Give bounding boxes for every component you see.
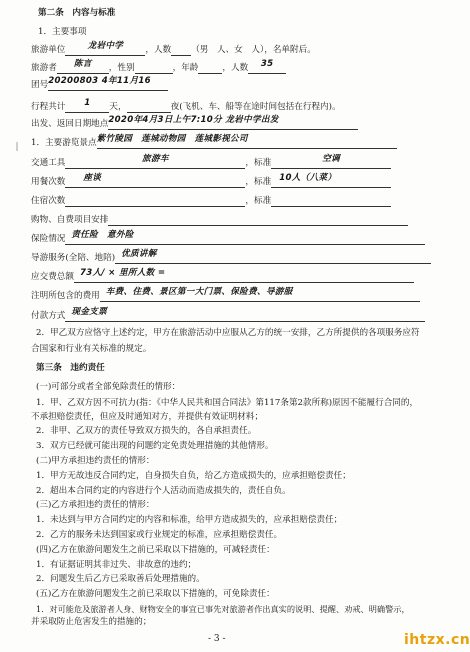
nights-field[interactable] (127, 101, 171, 113)
row-traveler (31, 59, 286, 74)
fee-note-field[interactable]: 车费、住费、景区第一大门票、保险费、导游服 (100, 290, 420, 302)
sex-field[interactable] (135, 62, 173, 74)
clause-a-1-cont: 不承担赔偿责任，但应及时通知对方，并提供有效证明材料； (31, 411, 264, 422)
section-heading-3: 第三条 违约责任 (36, 363, 105, 373)
clause-e-1-cont: 并采取防止危害发生的措施的； (31, 617, 152, 627)
fee-field[interactable]: 73人/ × 里所人数 = (74, 271, 414, 283)
row-days (31, 98, 341, 113)
people-label: ，人数 (222, 63, 249, 73)
traveler-field[interactable]: 陈言 (57, 62, 109, 74)
insurance-label: 保险情况 (31, 234, 66, 244)
clause-c: (三)乙方承担违约责任的情形： (36, 500, 155, 511)
unit-field[interactable]: 龙岩中学 (65, 44, 145, 56)
page-number: - 3 - (208, 634, 226, 644)
gender-label: （男 人、女 人），名单附后。 (191, 45, 316, 55)
unit-label: 旅游单位 (31, 45, 66, 55)
para-2: 2．甲乙双方应恪守上述约定，甲方在旅游活动中应服从乙方的统一安排，乙方所提供的各项服务应符 (36, 328, 420, 338)
row-stay (31, 195, 391, 207)
transport-field[interactable]: 旅游车 (65, 157, 245, 169)
row-sights (31, 134, 397, 149)
clause-a-2: 2．非甲、乙双方的责任导致双方损失的，各自承担责任。 (36, 426, 257, 437)
clause-d: (四)乙方在旅游问题发生之前已采取以下措施的，可减轻责任： (36, 544, 275, 555)
age-label: ，年龄 (172, 63, 199, 73)
clause-c-2: 2．乙方的服务未达到国家或行业规定的标准，应承担赔偿责任。 (36, 530, 283, 540)
transport-std-label: ，标准 (245, 158, 272, 168)
departure-label: 出发、返回日期地点 (31, 119, 109, 129)
departure-field[interactable]: 2020年4月3日上午7:10分 龙岩中学出发 (108, 118, 358, 130)
payment-field[interactable]: 现金支票 (65, 310, 425, 322)
days-label: 行程共计 (31, 102, 66, 112)
row-unit (31, 41, 316, 56)
clause-a: (一)可部分或者全部免除责任的情形： (36, 382, 181, 392)
stay-std-label: ，标准 (245, 196, 272, 206)
meals-std-label: ，标准 (245, 177, 272, 187)
clause-b: (二)甲方承担违约责任的情形： (36, 456, 155, 466)
row-payment (31, 307, 425, 322)
section-heading-2: 第二条 内容与标准 (38, 8, 116, 18)
clause-b-1: 1．甲方无故违反合同约定，自身损失自负，给乙方造成损失的，应承担赔偿责任； (36, 470, 351, 481)
para-2-cont: 合国家和行业有关标准的规定。 (31, 344, 152, 354)
stay-std-field[interactable] (271, 195, 391, 207)
clause-a-1: 1．甲、乙双方因不可抗力(指：《中华人民共和国合同法》第117条第2款所称)原因不能履行合同的， (36, 397, 419, 408)
row-insurance (31, 230, 425, 245)
stay-field[interactable] (65, 195, 245, 207)
meals-label: 用餐次数 (31, 177, 66, 187)
fee-label: 应交费总额 (31, 272, 74, 282)
clause-e: (五)乙方在旅游问题发生之前已采取以下措施的，可免除责任： (36, 589, 275, 600)
fee-note-label: 注明所包含的费用 (31, 291, 100, 301)
meals-std-field[interactable]: 10人（八菜） (271, 176, 391, 188)
clause-a-3: 3．双方已经就可能出现的问题约定免责处理措施的其他情形。 (36, 441, 274, 452)
clause-d-1: 1．有证据证明其非过失、非故意的违约； (36, 559, 197, 570)
row-fee-note (31, 287, 420, 302)
row-departure (31, 115, 358, 130)
row-shopping (31, 214, 408, 226)
clause-b-2: 2．超出本合同约定的内容进行个人活动而造成损失的，责任自负。 (36, 485, 291, 496)
days-field[interactable]: 1 (65, 101, 109, 113)
transport-std-field[interactable]: 空调 (271, 157, 391, 169)
row-meals (31, 173, 391, 188)
site-watermark: ihtzx.cn (404, 632, 470, 648)
sights-field[interactable]: 紫竹陵园 莲城动物园 莲城影视公司 (97, 137, 397, 149)
row-fee (31, 268, 414, 283)
traveler-label: 旅游者 (31, 63, 57, 73)
guide-field[interactable]: 优质讲解 (115, 252, 431, 264)
stay-label: 住宿次数 (31, 196, 66, 206)
shopping-field[interactable] (108, 214, 408, 226)
shopping-label: 购物、自费项目安排 (31, 215, 109, 225)
clause-d-2: 2．问题发生后乙方已采取善后处理措施的。 (36, 574, 205, 585)
row-team (31, 76, 168, 91)
nights-label: 夜(飞机、车、船等在途时间包括在行程内)。 (170, 102, 341, 112)
people-field[interactable]: 35 (248, 62, 286, 74)
insurance-field[interactable]: 责任险 意外险 (65, 233, 425, 245)
team-label: 团号 (31, 80, 49, 90)
row-transport (31, 154, 391, 169)
days-unit: 天， (109, 102, 127, 112)
clause-c-1: 1．未达到与甲方合同约定的内容和标准，给甲方造成损失的，应承担赔偿责任； (36, 515, 343, 526)
clause-e-1: 1．对可能危及旅游者人身、财物安全的事宜已事先对旅游者作出真实的说明、提醒、劝戒、明确警示， (36, 604, 410, 614)
meals-field[interactable]: 座谈 (65, 176, 245, 188)
count-field[interactable] (171, 44, 191, 56)
payment-label: 付款方式 (31, 311, 66, 321)
transport-label: 交通工具 (31, 158, 66, 168)
team-field[interactable]: 20200803 4年11月16 (48, 79, 168, 91)
guide-label: 导游服务(全陪、地陪) (31, 253, 116, 263)
sights-label: 1．主要游览景点 (31, 138, 97, 148)
age-field[interactable] (198, 62, 222, 74)
main-items-heading: 1．主要事项 (38, 27, 87, 37)
count-label: ，人数 (145, 45, 172, 55)
sex-label: ，性别 (108, 63, 135, 73)
row-guide (31, 249, 431, 264)
margin-mark: ᛁ (14, 142, 20, 153)
